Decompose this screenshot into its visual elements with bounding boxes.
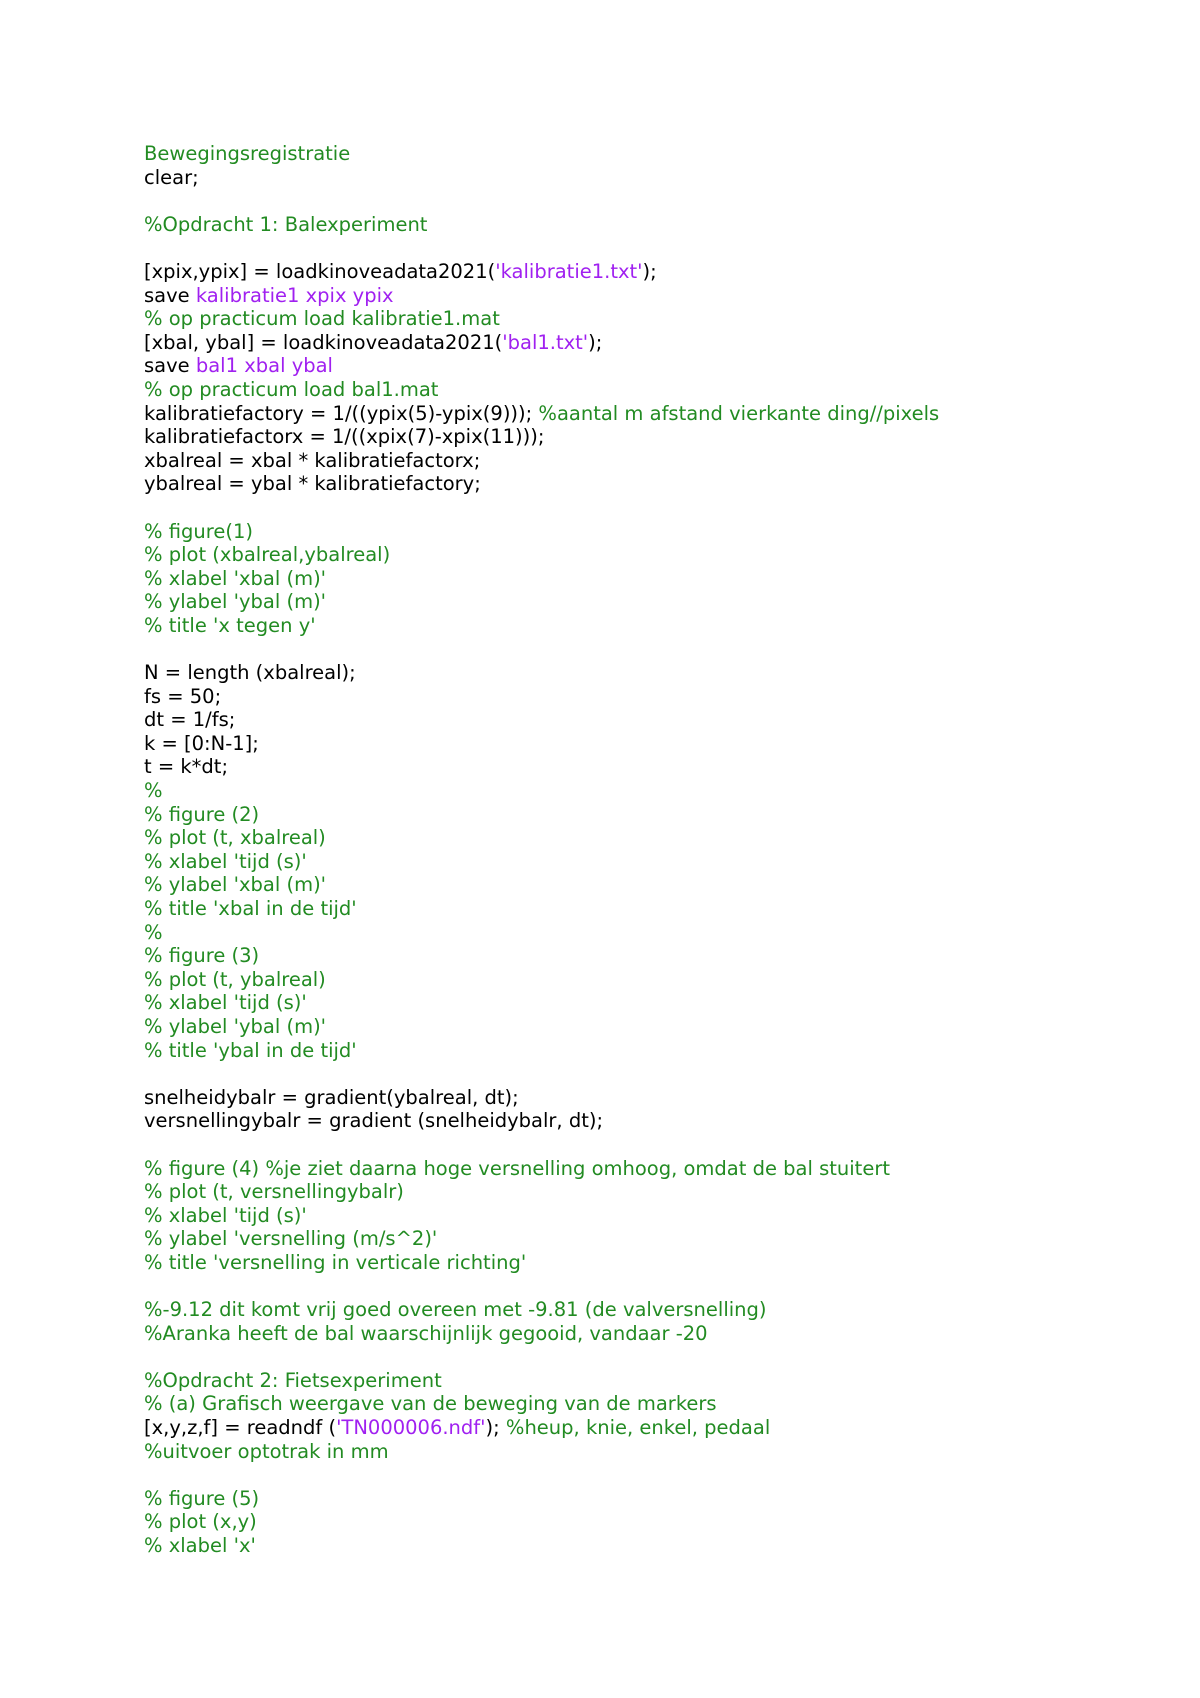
code-segment-comment: % plot (t, versnellingybalr) (144, 1180, 404, 1204)
code-line (144, 402, 1164, 426)
code-segment-normal: N = length (xbalreal); (144, 661, 356, 685)
code-segment-comment: % xlabel 'xbal (m)' (144, 566, 327, 590)
code-line (144, 307, 1164, 331)
code-line (144, 1039, 1164, 1063)
code-line (144, 708, 1164, 732)
code-line (144, 755, 1164, 779)
matlab-code-block (144, 142, 1164, 1558)
code-line (144, 1015, 1164, 1039)
code-segment-normal: xbalreal = xbal * kalibratiefactorx; (144, 448, 481, 472)
code-segment-comment: % op practicum load bal1.mat (144, 377, 439, 401)
code-segment-normal: k = [0:N-1]; (144, 731, 259, 755)
code-segment-normal: clear; (144, 165, 199, 189)
code-segment-comment: % plot (xbalreal,ybalreal) (144, 543, 391, 567)
code-line (144, 449, 1164, 473)
code-segment-comment: % plot (t, ybalreal) (144, 967, 326, 991)
code-segment-normal: t = k*dt; (144, 755, 229, 779)
code-segment-string: bal1 xbal ybal (195, 354, 333, 378)
code-segment-comment: % plot (x,y) (144, 1510, 257, 1534)
code-segment-comment: % title 'xbal in de tijd' (144, 897, 357, 920)
code-line (144, 1510, 1164, 1534)
code-line (144, 166, 1164, 190)
code-line (144, 1322, 1164, 1346)
code-segment-normal: dt = 1/fs; (144, 708, 236, 732)
code-line (144, 425, 1164, 449)
code-line (144, 944, 1164, 968)
code-line (144, 732, 1164, 756)
code-line (144, 1534, 1164, 1558)
code-segment-normal: ); (588, 330, 603, 354)
code-segment-comment: % figure (4) %je ziet daarna hoge versnelling omhoog, omdat de bal stuitert (144, 1156, 890, 1180)
code-line (144, 897, 1164, 921)
code-line (144, 142, 1164, 166)
code-line (144, 779, 1164, 803)
code-segment-comment: % title 'versnelling in verticale richting' (144, 1250, 527, 1274)
code-line (144, 826, 1164, 850)
code-segment-comment: %Opdracht 1: Balexperiment (144, 212, 428, 236)
code-line (144, 1227, 1164, 1251)
code-line (144, 1369, 1164, 1393)
code-line (144, 1392, 1164, 1416)
code-line (144, 1204, 1164, 1228)
blank-line (144, 236, 1164, 260)
code-segment-normal: versnellingybalr = gradient (snelheidybalr, dt); (144, 1109, 604, 1133)
code-line (144, 991, 1164, 1015)
code-segment-normal: [xbal, ybal] = loadkinoveadata2021( (144, 330, 503, 354)
code-segment-string: 'bal1.txt' (502, 330, 589, 354)
code-line (144, 213, 1164, 237)
code-line (144, 1180, 1164, 1204)
code-line (144, 1251, 1164, 1275)
code-line (144, 685, 1164, 709)
code-line (144, 567, 1164, 591)
code-line (144, 331, 1164, 355)
code-segment-comment: %heup, knie, enkel, pedaal (505, 1416, 771, 1440)
code-segment-normal: kalibratiefactory = 1/((ypix(5)-ypix(9))); (144, 401, 539, 425)
code-segment-string: 'TN000006.ndf' (336, 1416, 486, 1440)
code-segment-normal: [xpix,ypix] = loadkinoveadata2021( (144, 259, 496, 283)
code-line (144, 284, 1164, 308)
code-segment-comment: % title 'x tegen y' (144, 613, 316, 637)
code-segment-comment: % xlabel 'x' (144, 1534, 256, 1558)
code-segment-string: kalibratie1 xpix ypix (195, 283, 394, 307)
blank-line (144, 1062, 1164, 1086)
code-segment-comment: %-9.12 dit komt vrij goed overeen met -9.81 (de valversnelling) (144, 1298, 767, 1322)
code-segment-comment: % plot (t, xbalreal) (144, 826, 326, 850)
code-segment-comment: % ylabel 'versnelling (m/s^2)' (144, 1227, 438, 1251)
code-line (144, 873, 1164, 897)
code-segment-normal: kalibratiefactorx = 1/((xpix(7)-xpix(11))); (144, 425, 545, 449)
code-segment-comment: Bewegingsregistratie (144, 142, 351, 165)
code-segment-comment: % ylabel 'xbal (m)' (144, 873, 327, 897)
blank-line (144, 1275, 1164, 1299)
code-segment-normal: [x,y,z,f] = readndf ( (144, 1416, 337, 1440)
code-segment-normal: ); (485, 1416, 506, 1440)
code-segment-comment: %aantal m afstand vierkante ding//pixels (538, 401, 940, 425)
code-line (144, 520, 1164, 544)
code-line (144, 260, 1164, 284)
code-line (144, 803, 1164, 827)
code-line (144, 1086, 1164, 1110)
code-line (144, 850, 1164, 874)
code-segment-comment: % xlabel 'tijd (s)' (144, 1203, 307, 1227)
code-line (144, 1157, 1164, 1181)
blank-line (144, 496, 1164, 520)
code-segment-comment: % figure(1) (144, 519, 253, 543)
code-line (144, 354, 1164, 378)
blank-line (144, 637, 1164, 661)
code-segment-normal: fs = 50; (144, 684, 222, 708)
code-segment-comment: % (a) Grafisch weergave van de beweging van de markers (144, 1392, 717, 1416)
code-segment-comment: % (144, 920, 163, 944)
code-segment-comment: % xlabel 'tijd (s)' (144, 849, 307, 873)
code-line (144, 1487, 1164, 1511)
code-segment-comment: % op practicum load kalibratie1.mat (144, 307, 500, 331)
code-segment-normal: save (144, 283, 196, 307)
code-segment-string: 'kalibratie1.txt' (495, 259, 643, 283)
code-line (144, 614, 1164, 638)
code-line (144, 378, 1164, 402)
code-segment-normal: save (144, 354, 196, 378)
code-line (144, 661, 1164, 685)
code-segment-normal: ybalreal = ybal * kalibratiefactory; (144, 472, 481, 496)
code-line (144, 590, 1164, 614)
code-segment-normal: snelheidybalr = gradient(ybalreal, dt); (144, 1085, 519, 1109)
code-line (144, 968, 1164, 992)
code-segment-comment: % xlabel 'tijd (s)' (144, 991, 307, 1015)
code-line (144, 472, 1164, 496)
code-segment-comment: %Aranka heeft de bal waarschijnlijk gegooid, vandaar -20 (144, 1321, 708, 1345)
code-line (144, 1440, 1164, 1464)
code-segment-comment: % ylabel 'ybal (m)' (144, 1014, 327, 1038)
blank-line (144, 1133, 1164, 1157)
code-segment-normal: ); (642, 259, 657, 283)
blank-line (144, 1463, 1164, 1487)
code-line (144, 543, 1164, 567)
code-segment-comment: % figure (2) (144, 802, 260, 826)
code-segment-comment: % (144, 779, 163, 803)
code-segment-comment: %uitvoer optotrak in mm (144, 1439, 389, 1463)
blank-line (144, 189, 1164, 213)
code-line (144, 1298, 1164, 1322)
code-segment-comment: %Opdracht 2: Fietsexperiment (144, 1368, 442, 1392)
code-segment-comment: % figure (5) (144, 1486, 260, 1510)
code-segment-comment: % title 'ybal in de tijd' (144, 1038, 357, 1062)
code-segment-comment: % figure (3) (144, 944, 260, 968)
code-line (144, 1416, 1164, 1440)
code-segment-comment: % ylabel 'ybal (m)' (144, 590, 327, 614)
blank-line (144, 1345, 1164, 1369)
code-line (144, 921, 1164, 945)
code-line (144, 1109, 1164, 1133)
